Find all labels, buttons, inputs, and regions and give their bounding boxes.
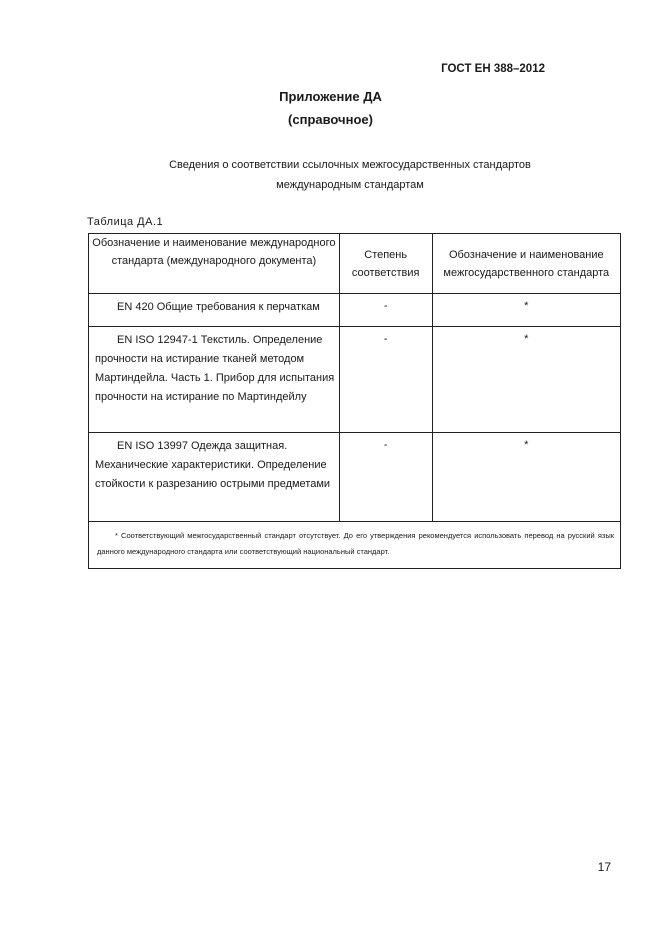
cell-interstate: * [432, 433, 620, 522]
cell-international: EN ISO 13997 Одежда защитная. Механические характеристики. Определение стойкости к разрезанию острыми предметами [89, 433, 340, 522]
table-footnote-row [89, 522, 621, 569]
header-degree: Степень соответствия [339, 234, 432, 294]
cell-degree: - [339, 433, 432, 522]
table-row [89, 327, 621, 433]
header-interstate: Обозначение и наименование межгосударственного стандарта [432, 234, 620, 294]
page-number: 17 [597, 860, 611, 874]
cell-degree: - [339, 294, 432, 327]
standard-code: ГОСТ ЕН 388–2012 [441, 63, 545, 75]
annex-title: Приложение ДА [279, 89, 382, 104]
table-label: Таблица ДА.1 [87, 216, 164, 228]
intro-line-2: международным стандартам [276, 179, 424, 191]
table-row [89, 433, 621, 522]
intro-line-1: Сведения о соответствии ссылочных межгосударственных стандартов [169, 159, 531, 171]
cell-interstate: * [432, 294, 620, 327]
cell-international: EN 420 Общие требования к перчаткам [89, 294, 340, 327]
table-row [89, 294, 621, 327]
cell-interstate: * [432, 327, 620, 433]
cell-degree: - [339, 327, 432, 433]
cell-international: EN ISO 12947-1 Текстиль. Определение прочности на истирание тканей методом Мартиндейла. Часть 1. Прибор для испытания прочности на истирание по Мартиндейлу [89, 327, 340, 433]
table-footnote: * Соответствующий межгосударственный стандарт отсутствует. До его утверждения рекомендуется использовать перевод на русский язык данного международного стандарта или соответствующий национальный стандарт. [89, 522, 621, 569]
annex-subtitle: (справочное) [288, 112, 373, 127]
header-international: Обозначение и наименование международного стандарта (международного документа) [89, 234, 340, 294]
correspondence-table [88, 233, 621, 569]
table-header-row [89, 234, 621, 294]
intro-text [0, 155, 661, 195]
